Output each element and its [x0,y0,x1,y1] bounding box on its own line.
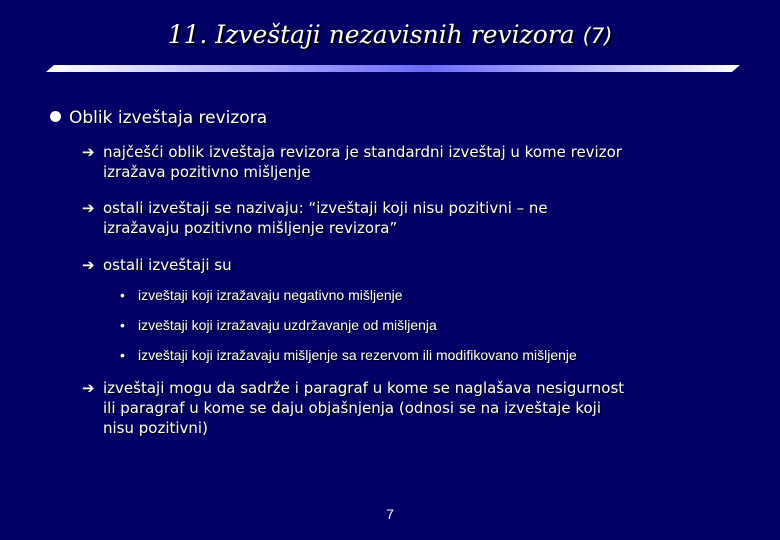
slide-title [0,20,780,49]
slide-title-number: (7) [582,24,613,48]
level1-item [50,108,267,128]
arrow-right-icon: ➔ [82,379,95,397]
arrow-right-icon: ➔ [82,199,95,217]
page-number: 7 [386,506,394,522]
list-item-line: ili paragraf u kome se daju objašnjenja (odnosi se na izveštaje koji [103,399,601,417]
list-item-line: izražavaju pozitivno mišljenje revizora” [103,219,398,237]
list-item [82,198,548,238]
bullet-icon: • [120,347,125,363]
level1-text: Oblik izveštaja revizora [69,108,268,128]
sub-list-item-text: izveštaji koji izražavaju negativno mišljenje [138,287,403,303]
sub-list-item [120,287,403,303]
bullet-icon: • [120,287,125,303]
list-item-line: najčešći oblik izveštaja revizora je standardni izveštaj u kome revizor [103,143,622,161]
list-item [82,255,232,275]
list-item [82,378,624,438]
arrow-right-icon: ➔ [82,256,95,274]
list-item-line: izveštaji mogu da sadrže i paragraf u kome se naglašava nesigurnost [103,379,625,397]
list-item-line: ostali izveštaji se nazivaju: “izveštaji koji nisu pozitivni – ne [103,199,548,217]
title-divider [40,62,740,74]
bullet-icon: • [120,317,125,333]
list-item-line: nisu pozitivni) [103,419,208,437]
sub-list-item [120,347,577,363]
slide-title-text: 11. Izveštaji nezavisnih revizora [167,20,575,49]
sub-list-item-text: izveštaji koji izražavaju mišljenje sa rezervom ili modifikovano mišljenje [138,347,577,363]
round-bullet-icon [50,111,61,122]
list-item-line: izražava pozitivno mišljenje [103,163,311,181]
list-item [82,142,622,182]
sub-list-item [120,317,437,333]
list-item-line: ostali izveštaji su [103,256,232,274]
sub-list-item-text: izveštaji koji izražavaju uzdržavanje od mišljenja [138,317,437,333]
arrow-right-icon: ➔ [82,143,95,161]
